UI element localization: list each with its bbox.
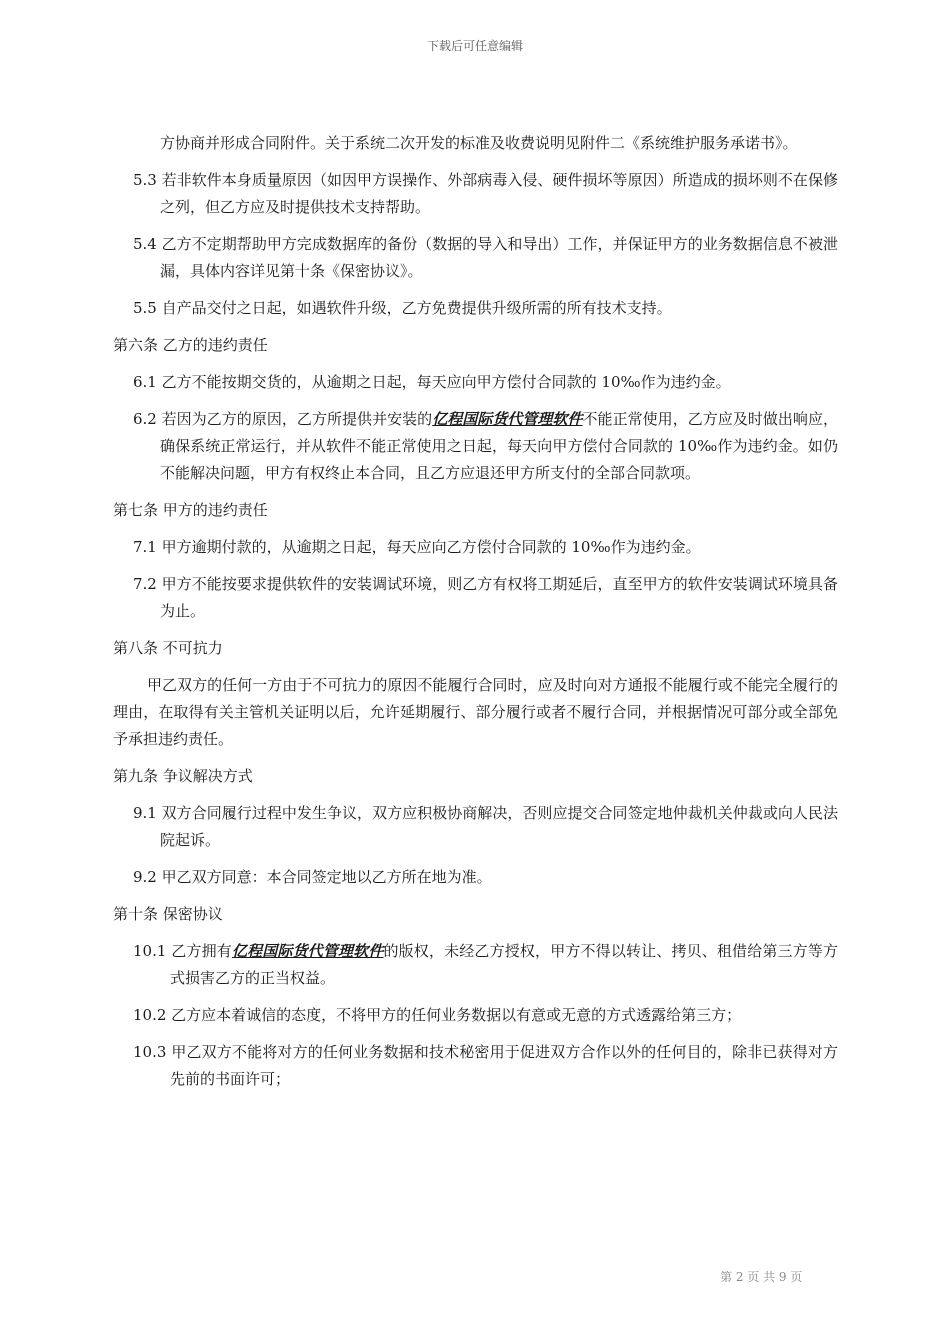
software-name-emphasis: 亿程国际货代管理软件 [432, 410, 583, 428]
clause-6-1: 6.1 乙方不能按期交货的，从逾期之日起，每天应向甲方偿付合同款的 10‰作为违约金。 [133, 373, 731, 391]
document-body [113, 130, 838, 1103]
clause-5-4: 5.4 乙方不定期帮助甲方完成数据库的备份（数据的导入和导出）工作，并保证甲方的业务数据信息不被泄漏，具体内容详见第十条《保密协议》。 [133, 235, 838, 280]
clause-10-1-part1: 10.1 乙方拥有 [133, 942, 232, 960]
clause-10-3: 10.3 甲乙双方不能将对方的任何业务数据和技术秘密用于促进双方合作以外的任何目的，除非已获得对方先前的书面许可； [133, 1043, 838, 1088]
article-8-heading: 第八条 不可抗力 [113, 639, 223, 657]
page-number-footer: 第 2 页 共 9 页 [720, 1270, 803, 1284]
article-6-heading: 第六条 乙方的违约责任 [113, 336, 268, 354]
clause-9-1: 9.1 双方合同履行过程中发生争议，双方应积极协商解决，否则应提交合同签定地仲裁机关仲裁或向人民法院起诉。 [133, 804, 838, 849]
software-name-emphasis: 亿程国际货代管理软件 [231, 942, 384, 960]
clause-10-1 [113, 938, 838, 992]
clause-5-5: 5.5 自产品交付之日起，如遇软件升级，乙方免费提供升级所需的所有技术支持。 [133, 299, 672, 317]
clause-10-2: 10.2 乙方应本着诚信的态度，不将甲方的任何业务数据以有意或无意的方式透露给第三方； [133, 1006, 742, 1024]
clause-6-2-part1: 6.2 若因为乙方的原因，乙方所提供并安装的 [133, 410, 433, 428]
clause-10-1-part2: 的版权，未经乙方授权，甲方不得以转让、拷贝、租借给第三方等方式损害乙方的正当权益。 [170, 942, 838, 987]
clause-5-3: 5.3 若非软件本身质量原因（如因甲方误操作、外部病毒入侵、硬件损坏等原因）所造成的损坏则不在保修之列，但乙方应及时提供技术支持帮助。 [133, 171, 838, 216]
article-9-heading: 第九条 争议解决方式 [113, 767, 253, 785]
article-10-heading: 第十条 保密协议 [113, 905, 223, 923]
clause-7-1: 7.1 甲方逾期付款的，从逾期之日起，每天应向乙方偿付合同款的 10‰作为违约金。 [133, 538, 701, 556]
clause-7-2: 7.2 甲方不能按要求提供软件的安装调试环境，则乙方有权将工期延后，直至甲方的软件安装调试环境具备为止。 [133, 575, 838, 620]
article-8-body: 甲乙双方的任何一方由于不可抗力的原因不能履行合同时，应及时向对方通报不能履行或不能完全履行的理由，在取得有关主管机关证明以后，允许延期履行、部分履行或者不履行合同，并根据情况可部分或全部免予承担违约责任。 [113, 676, 838, 748]
clause-6-2 [113, 406, 838, 487]
clause-6-2-part2: 不能正常使用，乙方应及时做出响应，确保系统正常运行，并从软件不能正常使用之日起，每天向甲方偿付合同款的 10‰作为违约金。如仍不能解决问题，甲方有权终止本合同，且乙方应退还甲方所支付的全部合同款项。 [160, 410, 838, 482]
clause-9-2: 9.2 甲乙双方同意：本合同签定地以乙方所在地为准。 [133, 868, 492, 886]
page-header: 下载后可任意编辑 [426, 39, 523, 53]
paragraph-continuation: 方协商并形成合同附件。关于系统二次开发的标准及收费说明见附件二《系统维护服务承诺书》。 [160, 134, 798, 152]
article-7-heading: 第七条 甲方的违约责任 [113, 501, 268, 519]
